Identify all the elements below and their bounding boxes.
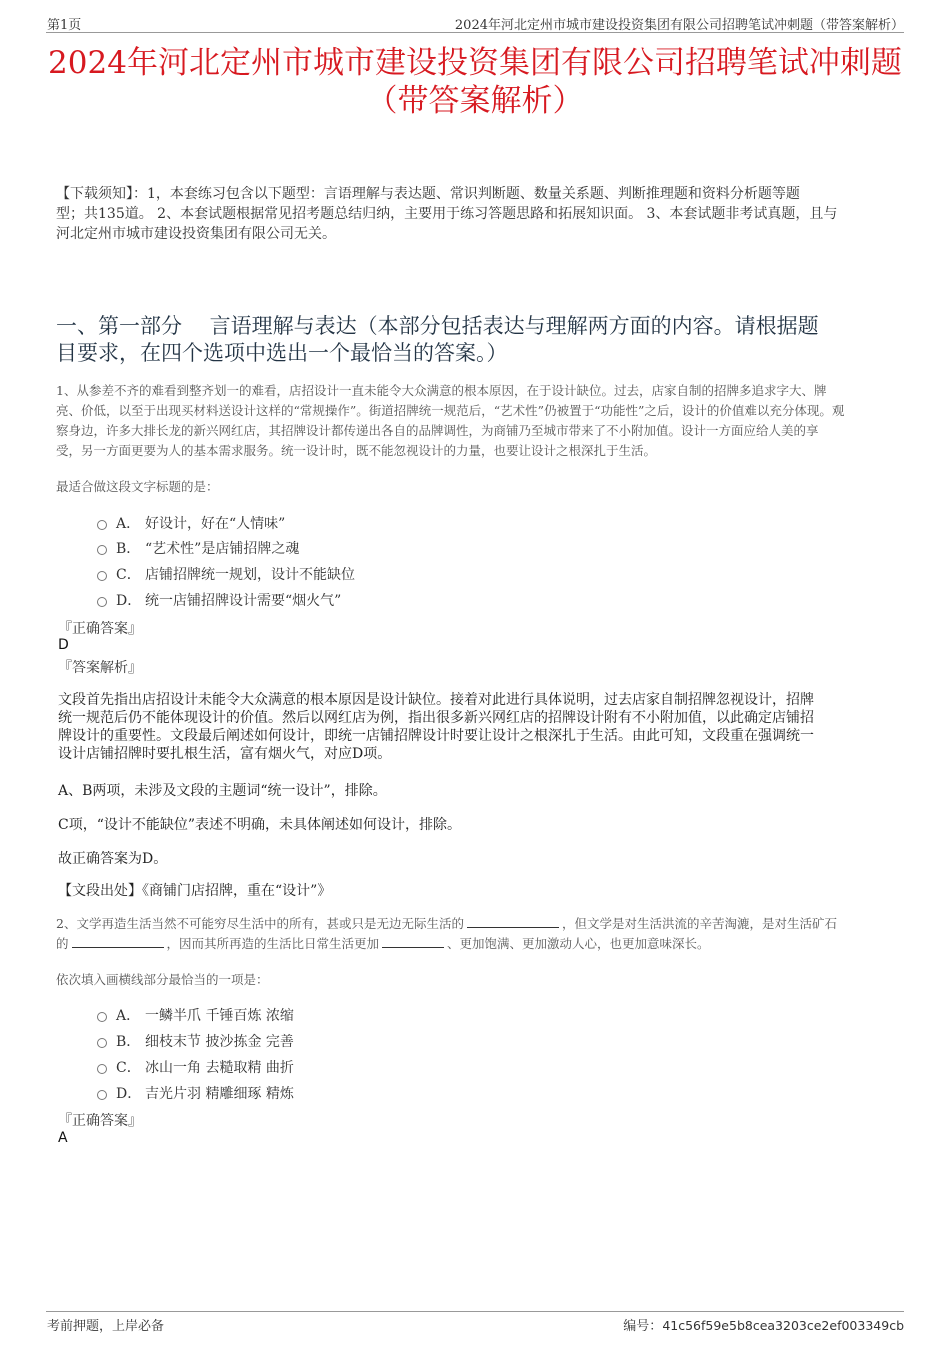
option-letter: C． bbox=[116, 1060, 141, 1076]
fill-blank-2 bbox=[72, 935, 164, 948]
q2-option-a[interactable] bbox=[97, 1005, 294, 1025]
question-1-text bbox=[56, 381, 900, 461]
question-line bbox=[56, 934, 900, 954]
radio-icon[interactable] bbox=[97, 1064, 107, 1074]
page-number: 第1页 bbox=[47, 18, 82, 33]
radio-icon[interactable] bbox=[97, 597, 107, 607]
footer-divider bbox=[46, 1311, 904, 1312]
q1-analysis-c: C项，“设计不能缺位”表述不明确，未具体阐述如何设计，排除。 bbox=[58, 817, 462, 833]
radio-icon[interactable] bbox=[97, 1038, 107, 1048]
q1-option-c[interactable] bbox=[97, 564, 355, 584]
fill-blank-1 bbox=[467, 915, 559, 928]
option-text: 好设计，好在“人情味” bbox=[145, 516, 286, 532]
notice-line: 【下载须知】：1，本套练习包含以下题型：言语理解与表达题、常识判断题、数量关系题、判断推理题和资料分析题等题 bbox=[56, 186, 800, 202]
radio-icon[interactable] bbox=[97, 1090, 107, 1100]
q1-source: 【文段出处】《商铺门店招牌，重在“设计”》 bbox=[58, 883, 332, 899]
option-text: “艺术性”是店铺招牌之魂 bbox=[145, 541, 300, 557]
option-letter: B． bbox=[116, 1034, 141, 1050]
fill-blank-3 bbox=[382, 935, 444, 948]
q1-analysis-label: 『答案解析』 bbox=[58, 660, 142, 676]
question-text-segment: ，但文学是对生活洪流的辛苦淘漉，是对生活矿石 bbox=[561, 916, 837, 931]
option-letter: D． bbox=[116, 593, 142, 609]
analysis-line: 牌设计的重要性。文段最后阐述如何设计，即统一店铺招牌设计时要让设计之根深扎于生活。由此可知，文段重在强调统一 bbox=[58, 728, 814, 744]
q1-analysis bbox=[58, 691, 884, 763]
footer-code bbox=[623, 1315, 904, 1334]
radio-icon[interactable] bbox=[97, 520, 107, 530]
analysis-line: 统一规范后仍不能体现设计的价值。然后以网红店为例，指出很多新兴网红店的招牌设计附有不小附加值，以此确定店铺招 bbox=[58, 710, 814, 726]
radio-icon[interactable] bbox=[97, 545, 107, 555]
option-letter: A． bbox=[116, 1008, 141, 1024]
page-title-line1: 2024年河北定州市城市建设投资集团有限公司招聘笔试冲刺题 bbox=[48, 45, 902, 81]
radio-icon[interactable] bbox=[97, 571, 107, 581]
option-text: 吉光片羽 精雕细琢 精炼 bbox=[145, 1086, 294, 1102]
option-letter: A． bbox=[116, 516, 141, 532]
page-title-line2: （带答案解析） bbox=[366, 83, 584, 119]
notice-line: 型；共135道。 2、本套试题根据常见招考题总结归纳，主要用于练习答题思路和拓展知识面。 3、本套试题非考试真题，且与 bbox=[56, 206, 838, 222]
question-line: 亮、价低，以至于出现买材料送设计这样的“常规操作”。街道招牌统一规范后，“艺术性”仍被置于“功能性”之后，设计的价值难以充分体现。观 bbox=[56, 403, 845, 418]
section-heading-line: 目要求，在四个选项中选出一个最恰当的答案。） bbox=[56, 341, 508, 365]
question-text-segment: 、更加饱满、更加激动人心，也更加意味深长。 bbox=[447, 936, 710, 951]
option-letter: D． bbox=[116, 1086, 142, 1102]
option-text: 统一店铺招牌设计需要“烟火气” bbox=[145, 593, 342, 609]
q1-option-b[interactable] bbox=[97, 538, 299, 558]
q1-analysis-ab: A、B两项，未涉及文段的主题词“统一设计”，排除。 bbox=[58, 783, 387, 799]
q2-answer-label: 『正确答案』 bbox=[58, 1113, 142, 1129]
q2-option-c[interactable] bbox=[97, 1057, 294, 1077]
option-text: 冰山一角 去糙取精 曲折 bbox=[145, 1060, 294, 1076]
q2-option-d[interactable] bbox=[97, 1083, 294, 1103]
q1-answer: D bbox=[58, 637, 69, 653]
header-divider bbox=[46, 32, 904, 33]
footer-slogan: 考前押题，上岸必备 bbox=[47, 1319, 165, 1334]
analysis-line: 文段首先指出店招设计未能令大众满意的根本原因是设计缺位。接着对此进行具体说明，过去店家自制招牌忽视设计，招牌 bbox=[58, 692, 814, 708]
q1-answer-label: 『正确答案』 bbox=[58, 621, 142, 637]
page-title bbox=[40, 44, 910, 120]
option-text: 细枝末节 披沙拣金 完善 bbox=[145, 1034, 294, 1050]
option-text: 一鳞半爪 千锤百炼 浓缩 bbox=[145, 1008, 294, 1024]
question-text-segment: 的 bbox=[56, 936, 69, 951]
question-line: 1、从参差不齐的难看到整齐划一的难看，店招设计一直未能令大众满意的根本原因，在于设计缺位。过去，店家自制的招牌多追求字大、牌 bbox=[56, 383, 827, 398]
question-text-segment: 2、文学再造生活当然不可能穷尽生活中的所有，甚或只是无边无际生活的 bbox=[56, 916, 464, 931]
section-heading bbox=[56, 313, 898, 367]
question-2-text bbox=[56, 914, 900, 954]
notice-line: 河北定州市城市建设投资集团有限公司无关。 bbox=[56, 226, 336, 242]
footer-code-label: 编号： bbox=[623, 1319, 663, 1334]
question-text-segment: ，因而其所再造的生活比日常生活更加 bbox=[166, 936, 380, 951]
question-line: 察身边，许多大排长龙的新兴网红店，其招牌设计都传递出各自的品牌调性，为商铺乃至城市带来了不小附加值。设计一方面应给人美的享 bbox=[56, 423, 819, 438]
option-letter: B． bbox=[116, 541, 141, 557]
q2-answer: A bbox=[58, 1130, 68, 1146]
download-notice bbox=[56, 184, 898, 244]
question-2-prompt: 依次填入画横线部分最恰当的一项是： bbox=[56, 972, 269, 987]
q1-option-a[interactable] bbox=[97, 513, 285, 533]
section-heading-line: 一、第一部分 言语理解与表达（本部分包括表达与理解两方面的内容。请根据题 bbox=[56, 314, 819, 338]
radio-icon[interactable] bbox=[97, 1012, 107, 1022]
option-text: 店铺招牌统一规划，设计不能缺位 bbox=[145, 567, 355, 583]
q1-option-d[interactable] bbox=[97, 590, 341, 610]
analysis-line: 设计店铺招牌时要扎根生活，富有烟火气，对应D项。 bbox=[58, 746, 392, 762]
footer-code-value: 41c56f59e5b8cea3203ce2ef003349cb bbox=[662, 1318, 904, 1333]
q1-conclusion: 故正确答案为D。 bbox=[58, 851, 168, 867]
question-line bbox=[56, 914, 900, 934]
question-1-prompt: 最适合做这段文字标题的是： bbox=[56, 479, 219, 494]
running-title: 2024年河北定州市城市建设投资集团有限公司招聘笔试冲刺题（带答案解析） bbox=[454, 18, 904, 33]
q2-option-b[interactable] bbox=[97, 1031, 294, 1051]
option-letter: C． bbox=[116, 567, 141, 583]
question-line: 受，另一方面更要为人的基本需求服务。统一设计时，既不能忽视设计的力量，也要让设计之根深扎于生活。 bbox=[56, 443, 657, 458]
